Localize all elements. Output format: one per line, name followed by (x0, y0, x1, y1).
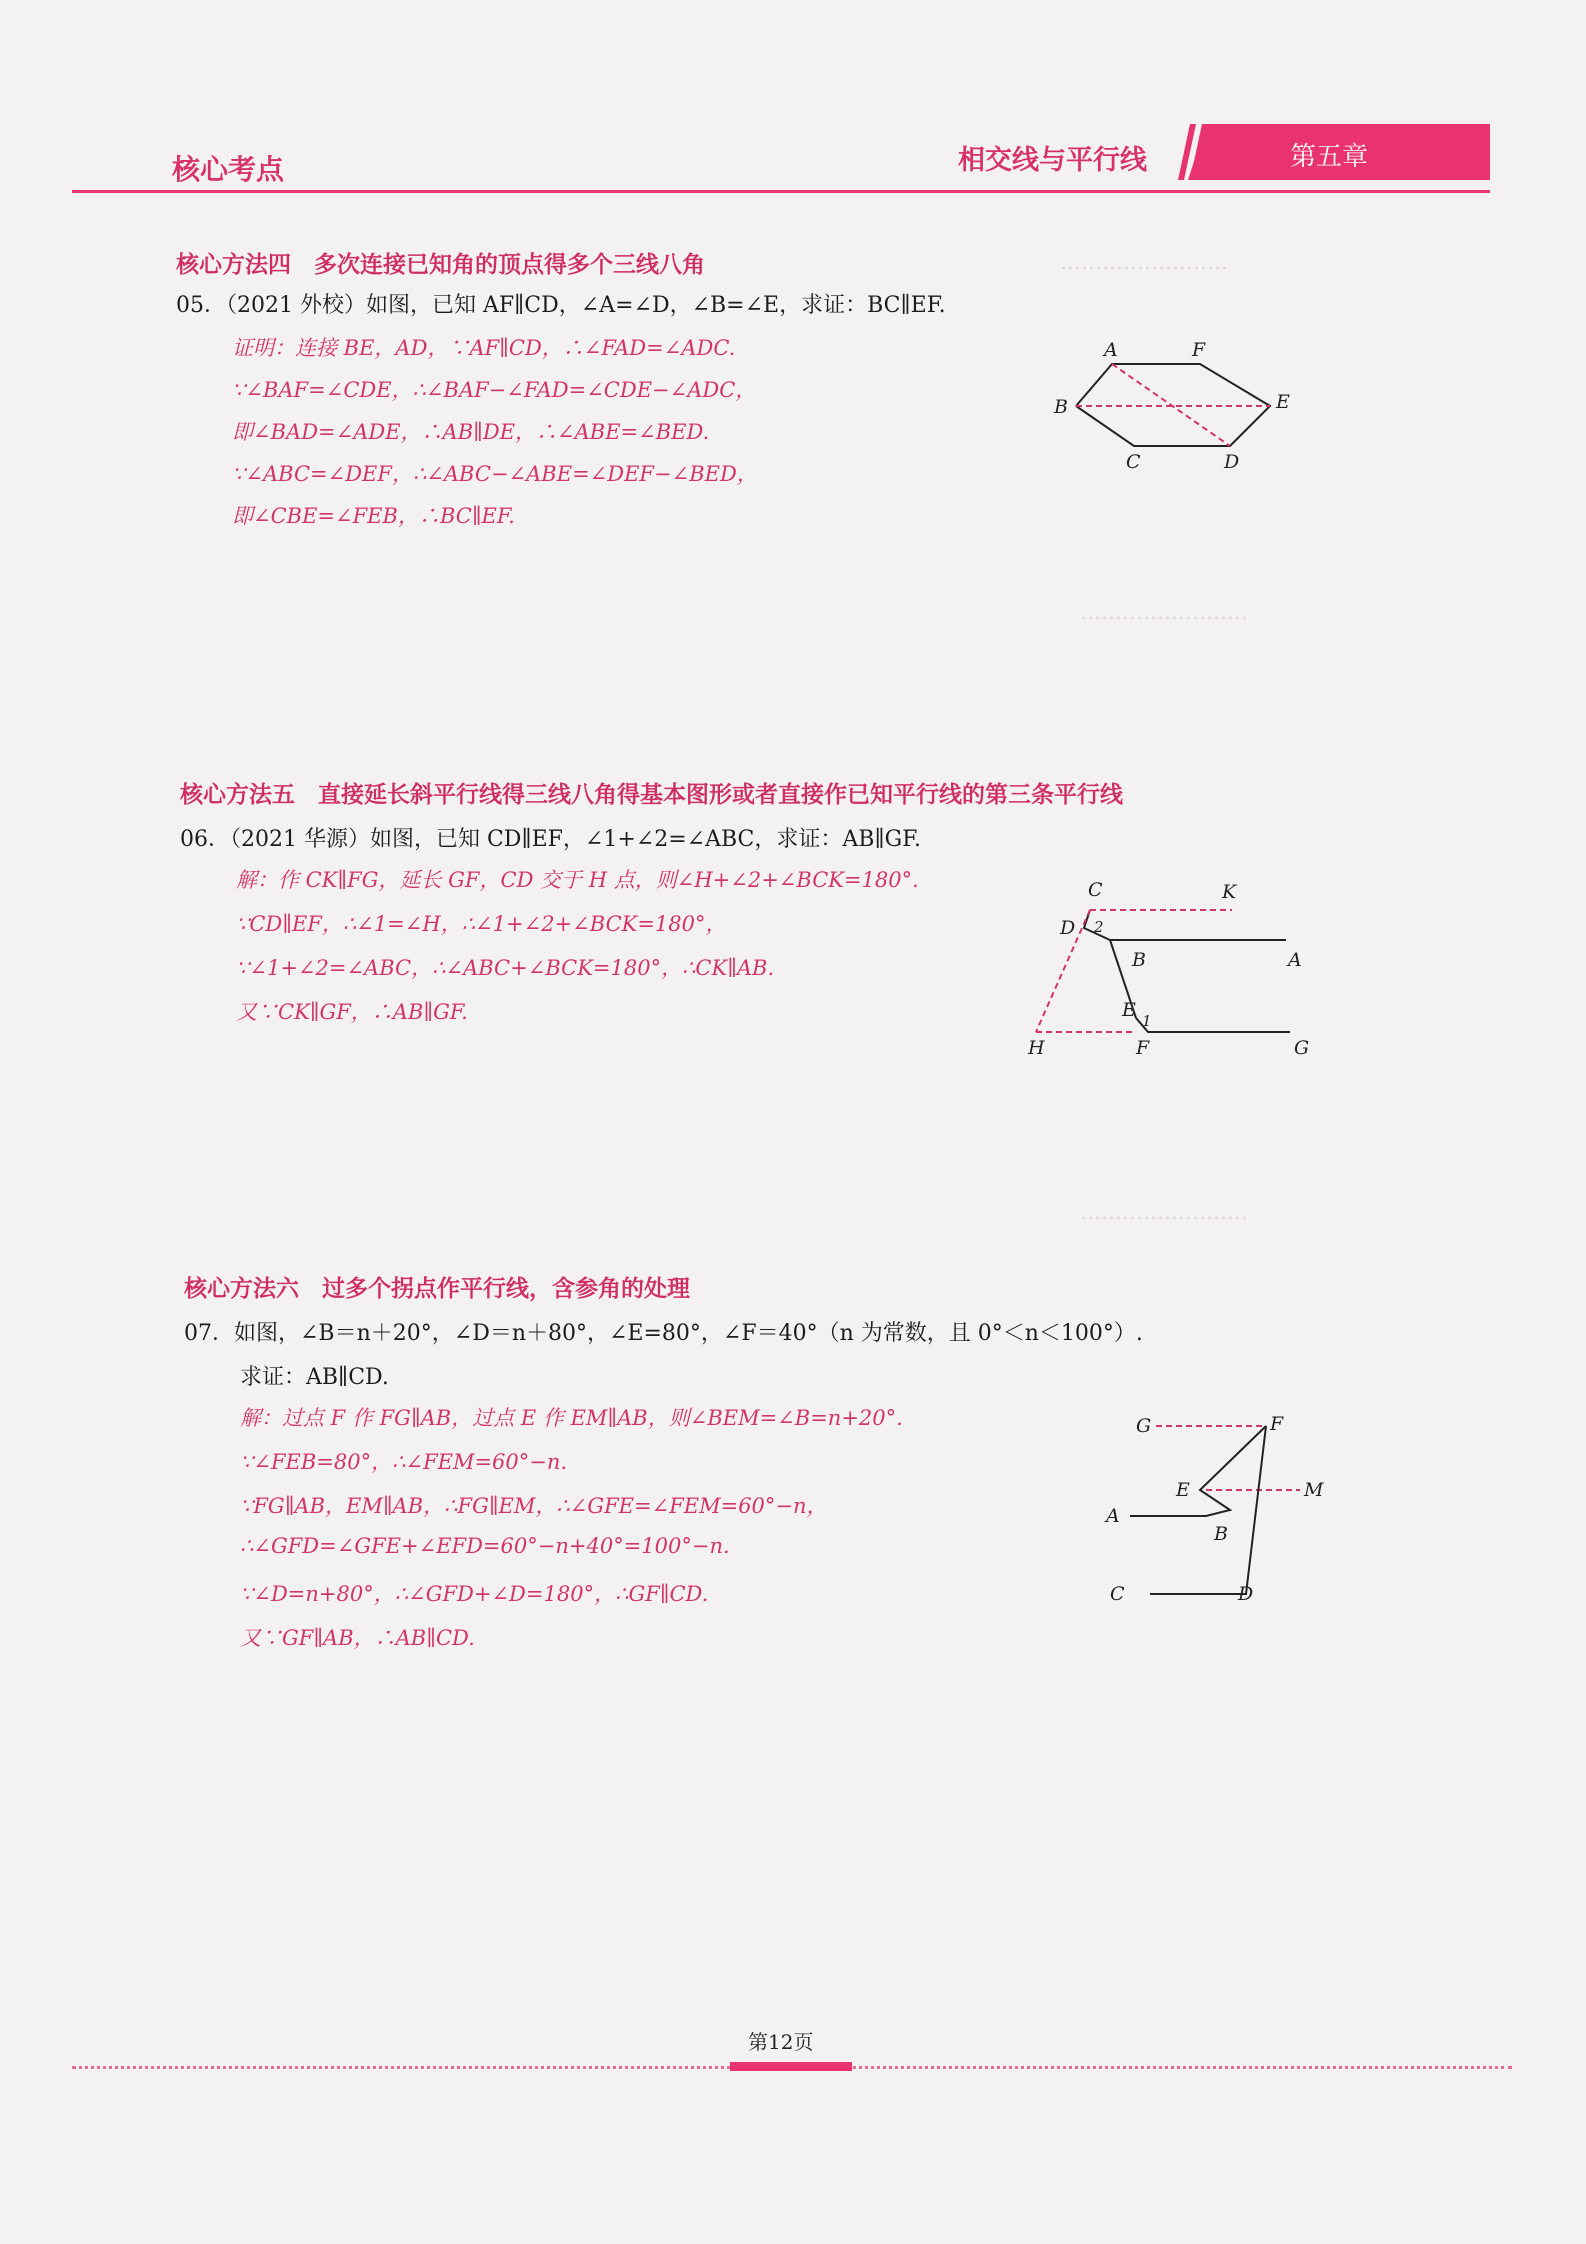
figure-label: A (1104, 339, 1118, 361)
figure-label: M (1304, 1479, 1324, 1501)
figure-label: G (1294, 1037, 1310, 1059)
header-rule (72, 190, 1490, 193)
solution-line: ∵∠FEB=80°，∴∠FEM=60°−n. (240, 1450, 568, 1474)
figure-label: B (1054, 396, 1068, 418)
figure-label: K (1222, 881, 1237, 903)
solution-line: 证明：连接 BE，AD，∵AF∥CD，∴∠FAD=∠ADC. (232, 336, 736, 360)
figure-label: D (1060, 917, 1076, 939)
solution-line: ∵CD∥EF，∴∠1=∠H，∴∠1+∠2+∠BCK=180°， (236, 912, 727, 936)
figure-label: B (1214, 1523, 1228, 1545)
figure-label: F (1192, 339, 1206, 361)
figure-label: F (1270, 1413, 1284, 1435)
figure-label: G (1136, 1415, 1152, 1437)
solution-line: ∵∠D=n+80°，∴∠GFD+∠D=180°，∴GF∥CD. (240, 1582, 709, 1606)
problem-07: 07．如图，∠B＝n＋20°，∠D＝n＋80°，∠E=80°，∠F＝40°（n 为常数，且 0°＜n＜100°）. (184, 1321, 1143, 1346)
problem-06: 06．（2021 华源）如图，已知 CD∥EF，∠1+∠2=∠ABC，求证：AB∥GF. (180, 827, 922, 852)
footer-accent-bar (730, 2062, 852, 2071)
figure-06 (1010, 870, 1330, 1060)
section-title-method-6: 核心方法六 过多个拐点作平行线，含参角的处理 (184, 1276, 690, 1302)
solution-line: ∵∠BAF=∠CDE，∴∠BAF−∠FAD=∠CDE−∠ADC， (232, 378, 757, 402)
bleed-through-text: …………………… (1080, 600, 1248, 624)
solution-line: ∴∠GFD=∠GFE+∠EFD=60°−n+40°=100°−n. (240, 1534, 730, 1558)
figure-label: D (1224, 451, 1240, 473)
bleed-through-text: …………………… (1060, 250, 1228, 274)
figure-label: C (1126, 451, 1141, 473)
figure-07 (1090, 1400, 1350, 1620)
figure-label: H (1028, 1037, 1045, 1059)
section-title-method-5: 核心方法五 直接延长斜平行线得三线八角得基本图形或者直接作已知平行线的第三条平行线 (180, 782, 1123, 808)
figure-label: E (1122, 999, 1136, 1021)
figure-label: D (1238, 1583, 1254, 1605)
figure-label: A (1288, 949, 1302, 971)
solution-line: ∵∠1+∠2=∠ABC，∴∠ABC+∠BCK=180°，∴CK∥AB. (236, 956, 775, 980)
figure-label: F (1136, 1037, 1150, 1059)
figure-05 (1040, 336, 1300, 476)
solution-line: 解：过点 F 作 FG∥AB，过点 E 作 EM∥AB，则∠BEM=∠B=n+20°. (240, 1406, 903, 1430)
problem-05: 05．（2021 外校）如图，已知 AF∥CD，∠A=∠D，∠B=∠E，求证：BC∥EF. (176, 293, 946, 318)
solution-line: 又∵GF∥AB，∴AB∥CD. (240, 1626, 475, 1650)
figure-label: E (1176, 1479, 1190, 1501)
solution-line: 解：作 CK∥FG，延长 GF，CD 交于 H 点，则∠H+∠2+∠BCK=180°. (236, 868, 919, 892)
solution-line: ∵FG∥AB，EM∥AB，∴FG∥EM，∴∠GFE=∠FEM=60°−n， (240, 1494, 828, 1518)
figure-label: A (1106, 1505, 1120, 1527)
solution-line: ∵∠ABC=∠DEF，∴∠ABC−∠ABE=∠DEF−∠BED， (232, 462, 758, 486)
problem-07-claim: 求证：AB∥CD. (240, 1365, 389, 1390)
header-chapter-badge: 第五章 (1290, 142, 1369, 172)
header-left-label: 核心考点 (172, 153, 285, 186)
figure-label: B (1132, 949, 1146, 971)
header-chapter-title: 相交线与平行线 (958, 145, 1147, 176)
solution-line: 即∠BAD=∠ADE，∴AB∥DE，∴∠ABE=∠BED. (232, 420, 710, 444)
solution-line: 即∠CBE=∠FEB，∴BC∥EF. (232, 504, 515, 528)
figure-label: 2 (1094, 918, 1104, 936)
figure-label: C (1110, 1583, 1125, 1605)
figure-label: C (1088, 879, 1103, 901)
page-number: 第12页 (748, 2030, 814, 2054)
solution-line: 又∵CK∥GF，∴AB∥GF. (236, 1000, 468, 1024)
section-title-method-4: 核心方法四 多次连接已知角的顶点得多个三线八角 (176, 252, 705, 278)
figure-label: 1 (1142, 1012, 1152, 1030)
figure-label: E (1276, 391, 1290, 413)
bleed-through-text: …………………… (1080, 1200, 1248, 1224)
